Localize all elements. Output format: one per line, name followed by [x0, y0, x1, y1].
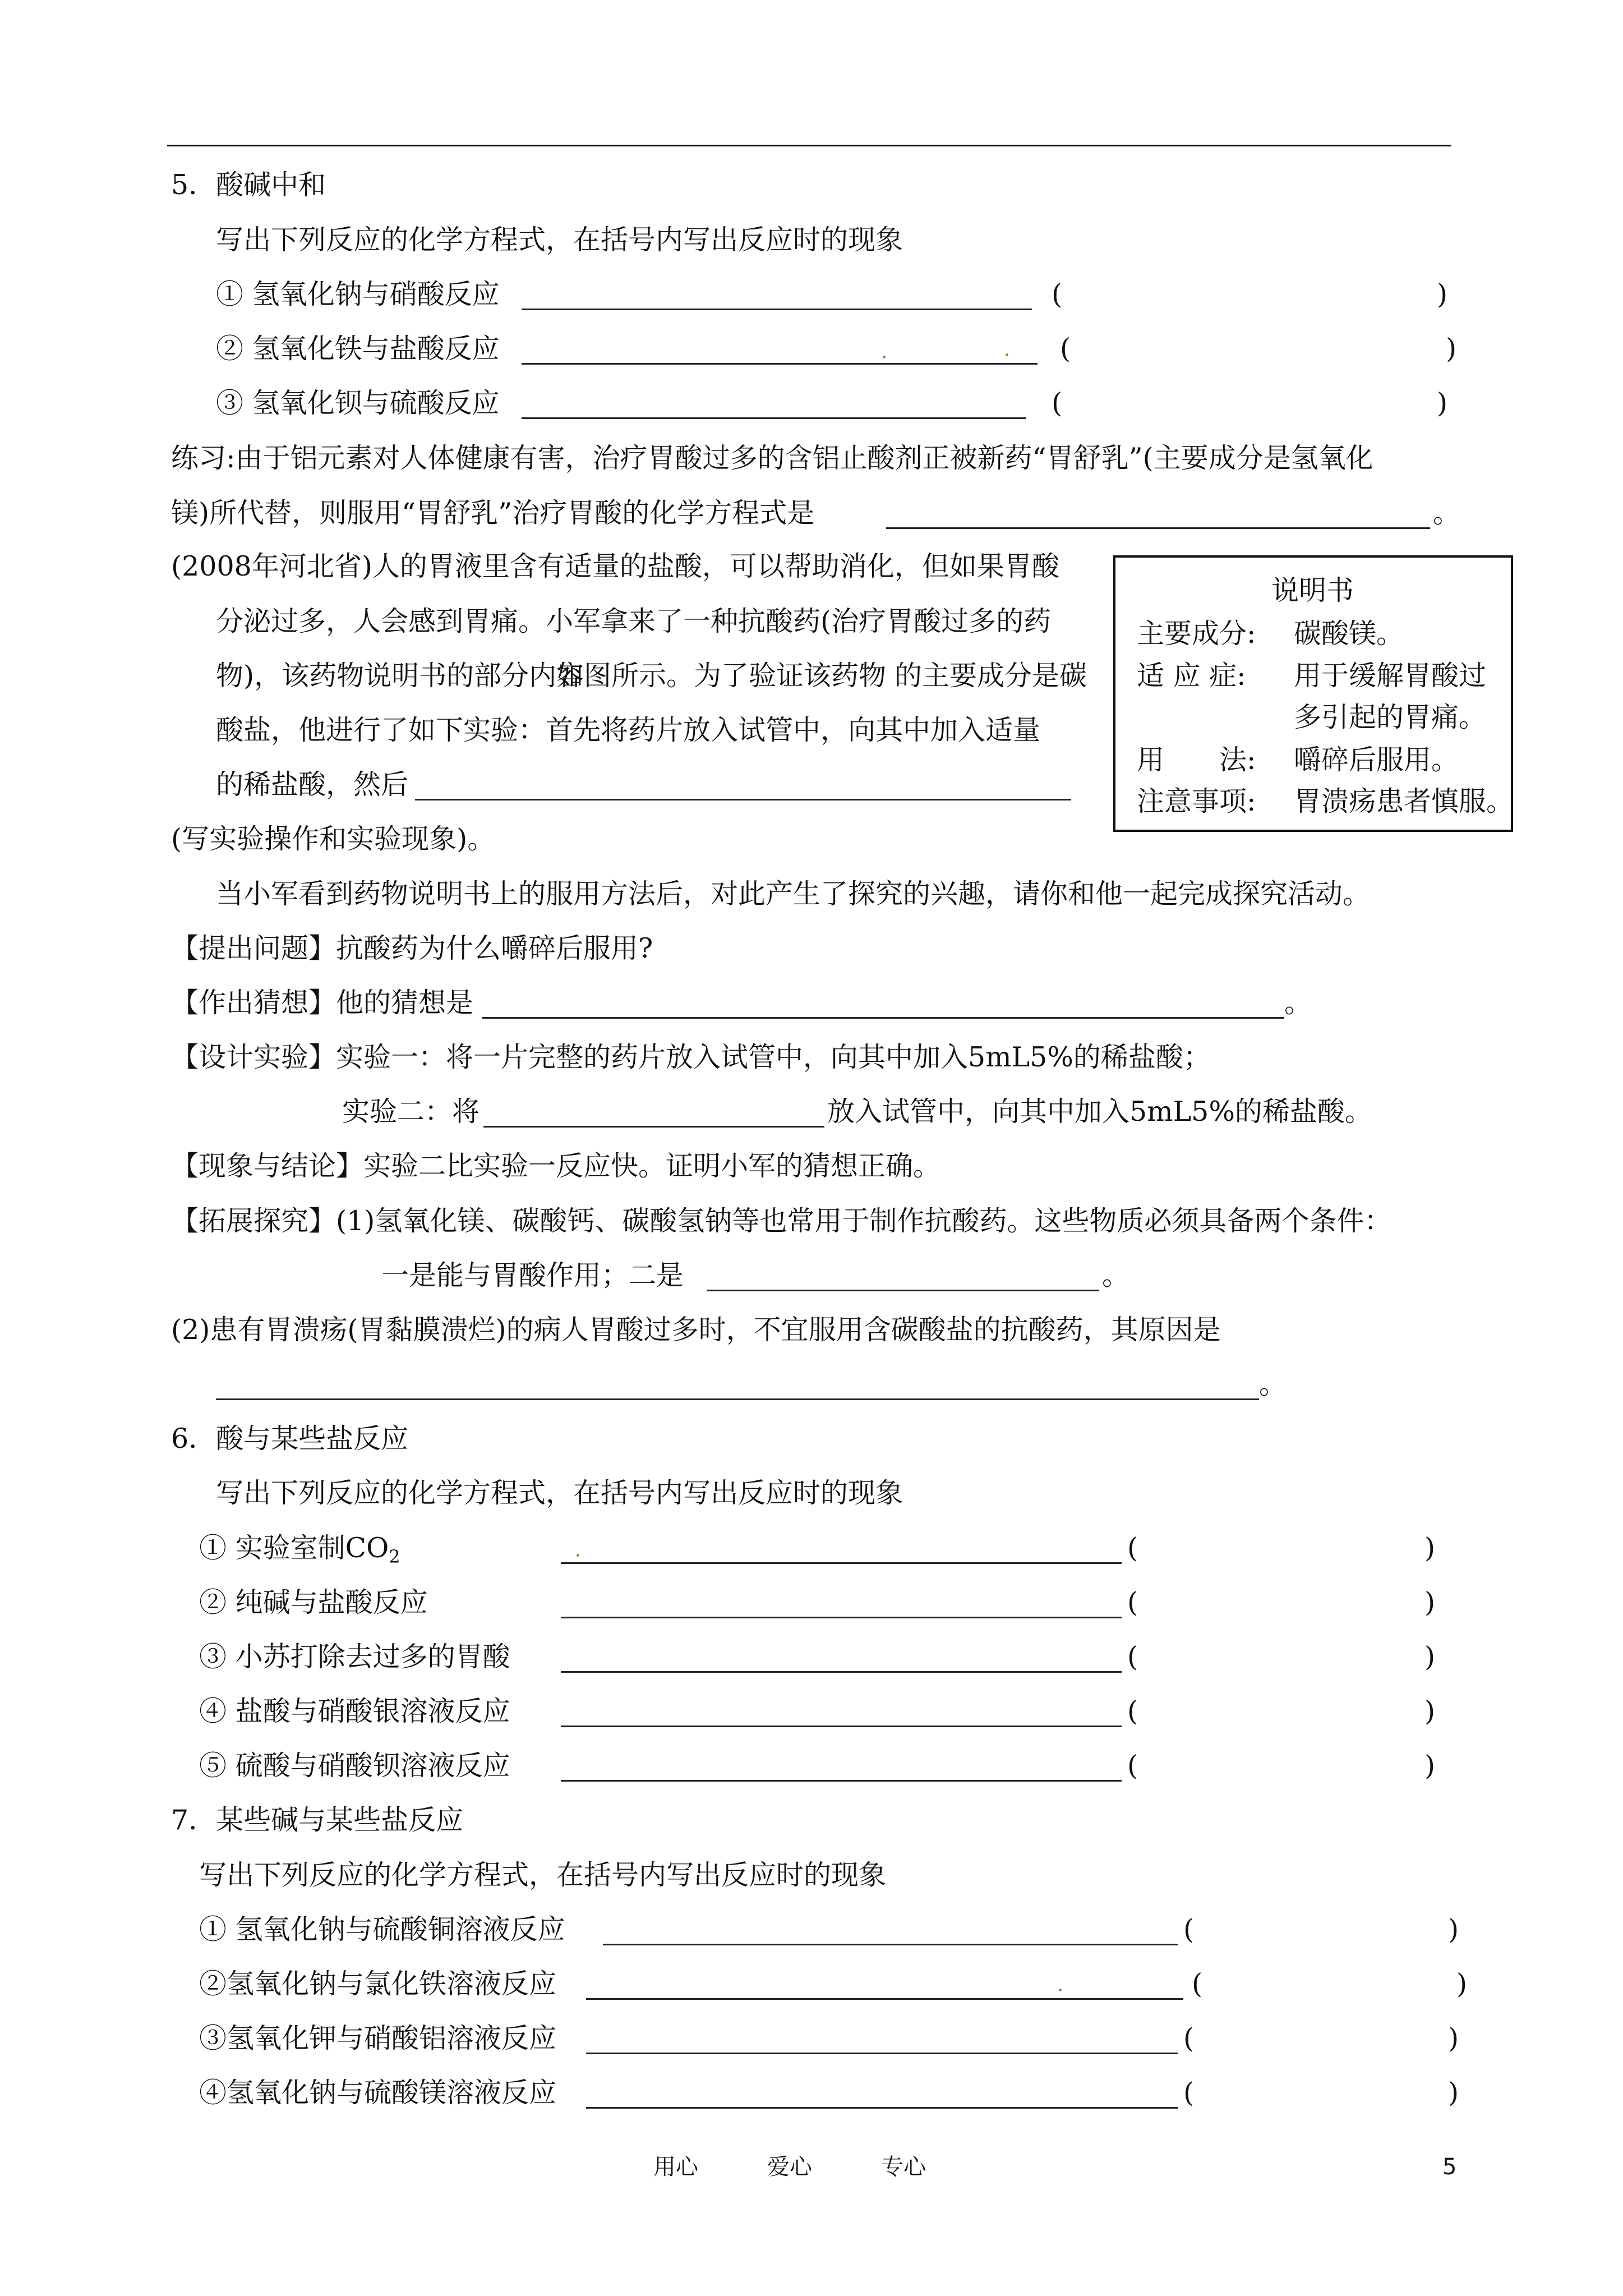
section-7-heading: 7．某些碱与某些盐反应	[171, 1804, 464, 1836]
hebei-line-3c: 的主要成分是碳	[895, 660, 1087, 692]
inquiry-extension-1b: 一是能与胃酸作用；二是	[381, 1259, 684, 1291]
inquiry-design-2b: 放入试管中，向其中加入5mL5%的稀盐酸。	[827, 1096, 1372, 1128]
inquiry-result: 【现象与结论】实验二比实验一反应快。证明小军的猜想正确。	[171, 1150, 941, 1182]
inquiry-extension-line-1[interactable]	[707, 1290, 1099, 1291]
inquiry-guess-end: 。	[1284, 987, 1312, 1019]
manual-label-usage: 用 法:	[1137, 744, 1256, 776]
manual-label-indication: 适 应 症:	[1137, 660, 1246, 692]
practice-answer-line[interactable]	[886, 527, 1430, 529]
scan-speck	[1059, 1989, 1062, 1991]
sec7-item-2-paren-open: (	[1192, 1968, 1203, 2000]
scan-speck	[883, 356, 886, 358]
sec6-item-3-paren-open: (	[1127, 1641, 1138, 1673]
sec5-item-1-paren-close: )	[1437, 278, 1448, 310]
sec7-item-3-answer-line[interactable]	[586, 2053, 1178, 2054]
sec7-item-4-paren-open: (	[1183, 2077, 1195, 2109]
sec7-item-2: ②氢氧化钠与氯化铁溶液反应	[199, 1968, 557, 2000]
sec6-item-2-answer-line[interactable]	[561, 1617, 1122, 1618]
manual-value-notes: 胃溃疡患者慎服。	[1294, 785, 1514, 817]
sec6-item-1-answer-line[interactable]	[561, 1562, 1122, 1564]
sec6-item-5-paren-close: )	[1424, 1750, 1436, 1782]
manual-value-usage: 嚼碎后服用。	[1294, 744, 1459, 776]
section-5-heading: 5．酸碱中和	[171, 169, 326, 201]
sec5-item-2-paren-open: (	[1060, 333, 1071, 365]
sec5-item-3-paren-close: )	[1437, 387, 1448, 419]
hebei-line-7: 当小军看到药物说明书上的服用方法后，对此产生了探究的兴趣，请你和他一起完成探究活动。	[216, 878, 1371, 910]
sec7-item-3-paren-close: )	[1448, 2022, 1459, 2054]
manual-label-notes: 注意事项:	[1137, 785, 1256, 817]
sec5-item-2-answer-line[interactable]	[522, 363, 1038, 365]
inquiry-extension-1: 【拓展探究】(1)氢氧化镁、碳酸钙、碳酸氢钠等也常用于制作抗酸药。这些物质必须具备两个条件：	[171, 1205, 1392, 1237]
hebei-line-1: (2008年河北省)人的胃液里含有适量的盐酸，可以帮助消化，但如果胃酸	[171, 550, 1059, 582]
sec6-item-4: ④ 盐酸与硝酸银溶液反应	[199, 1695, 510, 1727]
manual-value-ingredient: 碳酸镁。	[1294, 618, 1404, 650]
sec6-item-5: ⑤ 硫酸与硝酸钡溶液反应	[199, 1750, 510, 1782]
instruction-manual-box	[1113, 555, 1513, 832]
footer-motto-3: 专心	[881, 2154, 926, 2180]
sec6-item-4-answer-line[interactable]	[561, 1726, 1122, 1727]
manual-value-indication: 用于缓解胃酸过	[1294, 660, 1487, 692]
header-rule	[167, 145, 1451, 146]
sec7-item-1-paren-close: )	[1448, 1913, 1459, 1945]
sec5-item-3: ③ 氢氧化钡与硫酸反应	[216, 387, 500, 419]
sec6-item-4-paren-open: (	[1127, 1695, 1138, 1727]
inquiry-extension-line-2[interactable]	[216, 1398, 1259, 1400]
sec5-item-1-answer-line[interactable]	[522, 309, 1032, 310]
sec6-item-1-paren-close: )	[1424, 1532, 1436, 1564]
sec6-item-2-paren-open: (	[1127, 1586, 1138, 1618]
inquiry-design-line[interactable]	[483, 1126, 824, 1128]
sec5-item-2-paren-close: )	[1446, 333, 1457, 365]
hebei-line-3a: 物)，该药物说明书的部分内容	[216, 660, 584, 692]
scan-speck	[577, 1554, 579, 1557]
sec7-item-1-answer-line[interactable]	[603, 1944, 1178, 1945]
sec7-item-3: ③氢氧化钾与硝酸铝溶液反应	[199, 2022, 557, 2054]
sec7-item-1: ① 氢氧化钠与硫酸铜溶液反应	[199, 1913, 565, 1945]
sec7-item-3-paren-open: (	[1183, 2022, 1195, 2054]
inquiry-extension-1b-end: 。	[1102, 1259, 1130, 1291]
sec5-item-1-paren-open: (	[1052, 278, 1063, 310]
sec7-item-2-answer-line[interactable]	[586, 1998, 1183, 2000]
sec6-item-3-answer-line[interactable]	[561, 1671, 1122, 1673]
section-6-instruction: 写出下列反应的化学方程式，在括号内写出反应时的现象	[216, 1477, 903, 1509]
inquiry-extension-2: (2)患有胃溃疡(胃黏膜溃烂)的病人胃酸过多时，不宜服用含碳酸盐的抗酸药，其原因是	[171, 1314, 1221, 1346]
practice-period: 。	[1433, 497, 1461, 529]
sec5-item-2: ② 氢氧化铁与盐酸反应	[216, 333, 500, 365]
sec7-item-1-paren-open: (	[1183, 1913, 1195, 1945]
hebei-line-5: 的稀盐酸，然后	[216, 769, 409, 800]
page-number: 5	[1442, 2154, 1457, 2180]
section-7-instruction: 写出下列反应的化学方程式，在括号内写出反应时的现象	[199, 1859, 887, 1891]
sec7-item-4-answer-line[interactable]	[586, 2107, 1178, 2109]
sec6-item-2-paren-close: )	[1424, 1586, 1436, 1618]
sec6-item-2: ② 纯碱与盐酸反应	[199, 1586, 428, 1618]
footer-motto-2: 爱心	[767, 2154, 812, 2180]
inquiry-design-1: 【设计实验】实验一：将一片完整的药片放入试管中，向其中加入5mL5%的稀盐酸；	[171, 1041, 1211, 1073]
sec6-item-4-paren-close: )	[1424, 1695, 1436, 1727]
sec6-item-5-paren-open: (	[1127, 1750, 1138, 1782]
inquiry-design-2a: 实验二：将	[342, 1096, 480, 1128]
inquiry-extension-2-end: 。	[1259, 1368, 1287, 1400]
sec6-item-3: ③ 小苏打除去过多的胃酸	[199, 1641, 510, 1673]
hebei-line-6: (写实验操作和实验现象)。	[171, 823, 495, 855]
sec6-item-1: ① 实验室制$CO_2$	[199, 1532, 400, 1567]
scan-speck	[1006, 353, 1008, 356]
hebei-line-2: 分泌过多，人会感到胃痛。小军拿来了一种抗酸药(治疗胃酸过多的药	[216, 605, 1052, 637]
manual-value-indication-cont: 多引起的胃痛。	[1294, 701, 1487, 733]
sec6-item-5-answer-line[interactable]	[561, 1780, 1122, 1782]
manual-title: 说明书	[1271, 574, 1354, 606]
inquiry-guess-line[interactable]	[482, 1017, 1284, 1019]
section-5-instruction: 写出下列反应的化学方程式，在括号内写出反应时的现象	[216, 224, 903, 256]
hebei-answer-line[interactable]	[415, 799, 1071, 800]
inquiry-question: 【提出问题】抗酸药为什么嚼碎后服用?	[171, 932, 653, 964]
manual-label-ingredient: 主要成分:	[1137, 618, 1256, 650]
sec7-item-4: ④氢氧化钠与硫酸镁溶液反应	[199, 2077, 557, 2109]
hebei-line-3b: 如图所示。为了验证该药物	[556, 660, 887, 692]
hebei-line-4: 酸盐，他进行了如下实验：首先将药片放入试管中，向其中加入适量	[216, 714, 1041, 746]
sec6-item-3-paren-close: )	[1424, 1641, 1436, 1673]
practice-line-1: 练习:由于铝元素对人体健康有害，治疗胃酸过多的含铝止酸剂正被新药“胃舒乳”(主要成分是氢氧化	[171, 442, 1373, 474]
sec7-item-2-paren-close: )	[1456, 1968, 1468, 2000]
inquiry-guess: 【作出猜想】他的猜想是	[171, 987, 474, 1019]
sec6-item-1-paren-open: (	[1127, 1532, 1138, 1564]
section-6-heading: 6．酸与某些盐反应	[171, 1423, 409, 1455]
footer-motto-1: 用心	[653, 2154, 698, 2180]
sec5-item-3-paren-open: (	[1052, 387, 1063, 419]
sec7-item-4-paren-close: )	[1448, 2077, 1459, 2109]
sec5-item-3-answer-line[interactable]	[522, 417, 1026, 419]
sec5-item-1: ① 氢氧化钠与硝酸反应	[216, 278, 500, 310]
practice-line-2: 镁)所代替，则服用“胃舒乳”治疗胃酸的化学方程式是	[171, 497, 815, 529]
